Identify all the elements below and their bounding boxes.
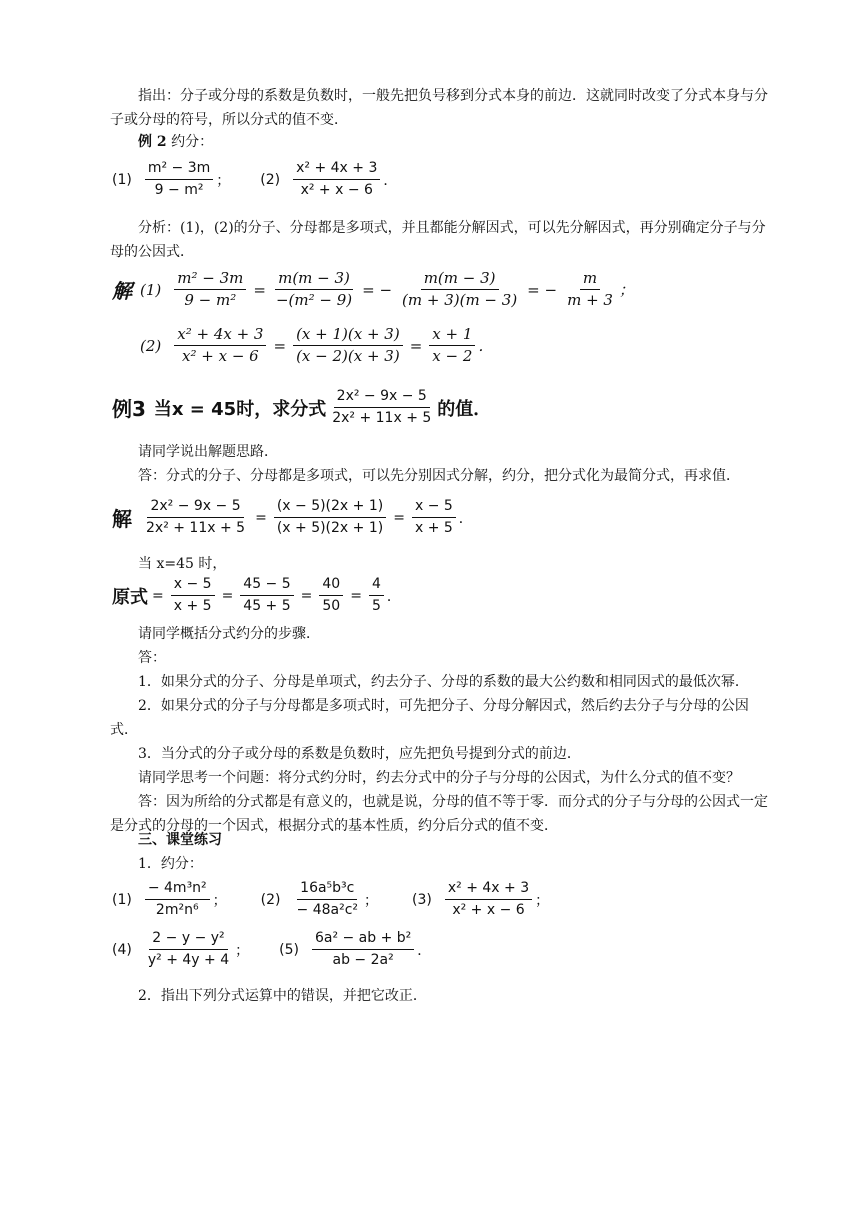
ask-approach: 请同学说出解题思路． — [138, 444, 278, 460]
analysis-paragraph: 分析：(1)，(2)的分子、分母都是多项式，并且都能分解因式，可以先分解因式，再分别确定分子与分母的公因式． — [110, 220, 766, 260]
step-2: 2．如果分式的分子与分母都是多项式时，可先把分子、分母分解因式，然后约去分子与分母的公因式． — [110, 698, 749, 738]
example-3-label: 例3 — [112, 397, 146, 421]
step-3: 3．当分式的分子或分母的系数是负数时，应先把负号提到分式的前边． — [138, 746, 581, 762]
example-3-problem: 例3 当x = 45时，求分式 $\frac{\text{2x² − 9x − 5}}{\text{2x² + 11x + 5}}$ 的值． — [112, 388, 492, 426]
solution-label: 解 — [112, 279, 132, 303]
solution-3: 解 $\frac{\text{2x² − 9x − 5}}{\text{2x² + 11x + 5}}$ = $\frac{(x - 5)(2x + 1)}{(x + 5)(2x + 1)}$ = $\frac{x - 5}{x + 5}$ ． — [112, 498, 473, 536]
paragraph-note: 指出：分子或分母的系数是负数时，一般先把负号移到分式本身的前边．这就同时改变了分式本身与分子或分母的符号，所以分式的值不变． — [110, 88, 768, 128]
exercise-1-heading: 1．约分： — [138, 856, 203, 872]
answer-approach: 答：分式的分子、分母都是多项式，可以先分别因式分解，约分，把分式化为最简分式，再求值． — [138, 468, 740, 484]
answer-steps-label: 答： — [138, 650, 166, 666]
solution-2-line-1: 解 (1) $\frac{\text{m² − 3m}}{\text{9 − m²}}$ = $\frac{m(m - 3)}{\text{−(m² − 9)}}$ = − $\frac{m(m - 3)}{(m + 3)(m - 3)}$ = − $\frac{m}{m + 3}$ ； — [112, 269, 634, 309]
evaluation: 原式 = $\frac{x - 5}{x + 5}$ = $\frac{45 - 5}{45 + 5}$ = $\frac{40}{50}$ = $\frac{4}{5}$ ． — [112, 576, 401, 614]
exercise-2-heading: 2．指出下列分式运算中的错误，并把它改正． — [138, 988, 427, 1004]
solution-label: 解 — [112, 507, 132, 531]
when-x-45: 当 x=45 时， — [138, 556, 227, 572]
item-label: (2) — [260, 171, 281, 188]
example-2-label: 例 2 — [138, 134, 167, 150]
ask-steps: 请同学概括分式约分的步骤． — [138, 626, 320, 642]
fraction: $\frac{\text{m² − 3m}}{\text{9 − m²}}$ — [145, 160, 213, 199]
example-2-heading — [110, 130, 770, 154]
item-label: (1) — [112, 171, 132, 188]
original-expression-label: 原式 — [112, 586, 148, 608]
example-2-problems: (1) $\frac{\text{m² − 3m}}{\text{9 − m²}}$ ； (2) $\frac{\text{x² + 4x + 3}}{\text{x² + x − 6}}$ ． — [112, 160, 398, 198]
ask-why: 请同学思考一个问题：将分式约分时，约去分式中的分子与分母的公因式，为什么分式的值不变？ — [138, 770, 740, 786]
example-2-text: 约分： — [171, 134, 214, 150]
fraction: $\frac{\text{x² + 4x + 3}}{\text{x² + x − 6}}$ — [293, 160, 380, 199]
practice-row-1: (1) $\frac{\text{− 4m³n²}}{\text{2m²n⁶}}$ ； (2) $\frac{\text{16a⁵b³c}}{\text{− 48a²c²}}$ ； (3) $\frac{\text{x² + 4x + 3}}{\text{x² + x − 6}}$ ； — [112, 880, 550, 918]
solution-2-line-2: (2) $\frac{\text{x² + 4x + 3}}{\text{x² + x − 6}}$ = $\frac{(x + 1)(x + 3)}{(x - 2)(x + 3)}$ = $\frac{x + 1}{x - 2}$ ． — [140, 325, 494, 365]
step-1: 1．如果分式的分子、分母是单项式，约去分子、分母的系数的最大公约数和相同因式的最低次幂． — [138, 674, 749, 690]
section-3-heading: 三、课堂练习 — [138, 832, 222, 848]
practice-row-2: (4) $\frac{\text{2 − y − y²}}{\text{y² + 4y + 4}}$ ； (5) $\frac{\text{6a² − ab + b²}}{\text{ab − 2a²}}$ ． — [112, 930, 432, 968]
answer-why: 答：因为所给的分式都是有意义的，也就是说，分母的值不等于零．而分式的分子与分母的公因式一定是分式的分母的一个因式，根据分式的基本性质，约分后分式的值不变． — [110, 794, 768, 834]
